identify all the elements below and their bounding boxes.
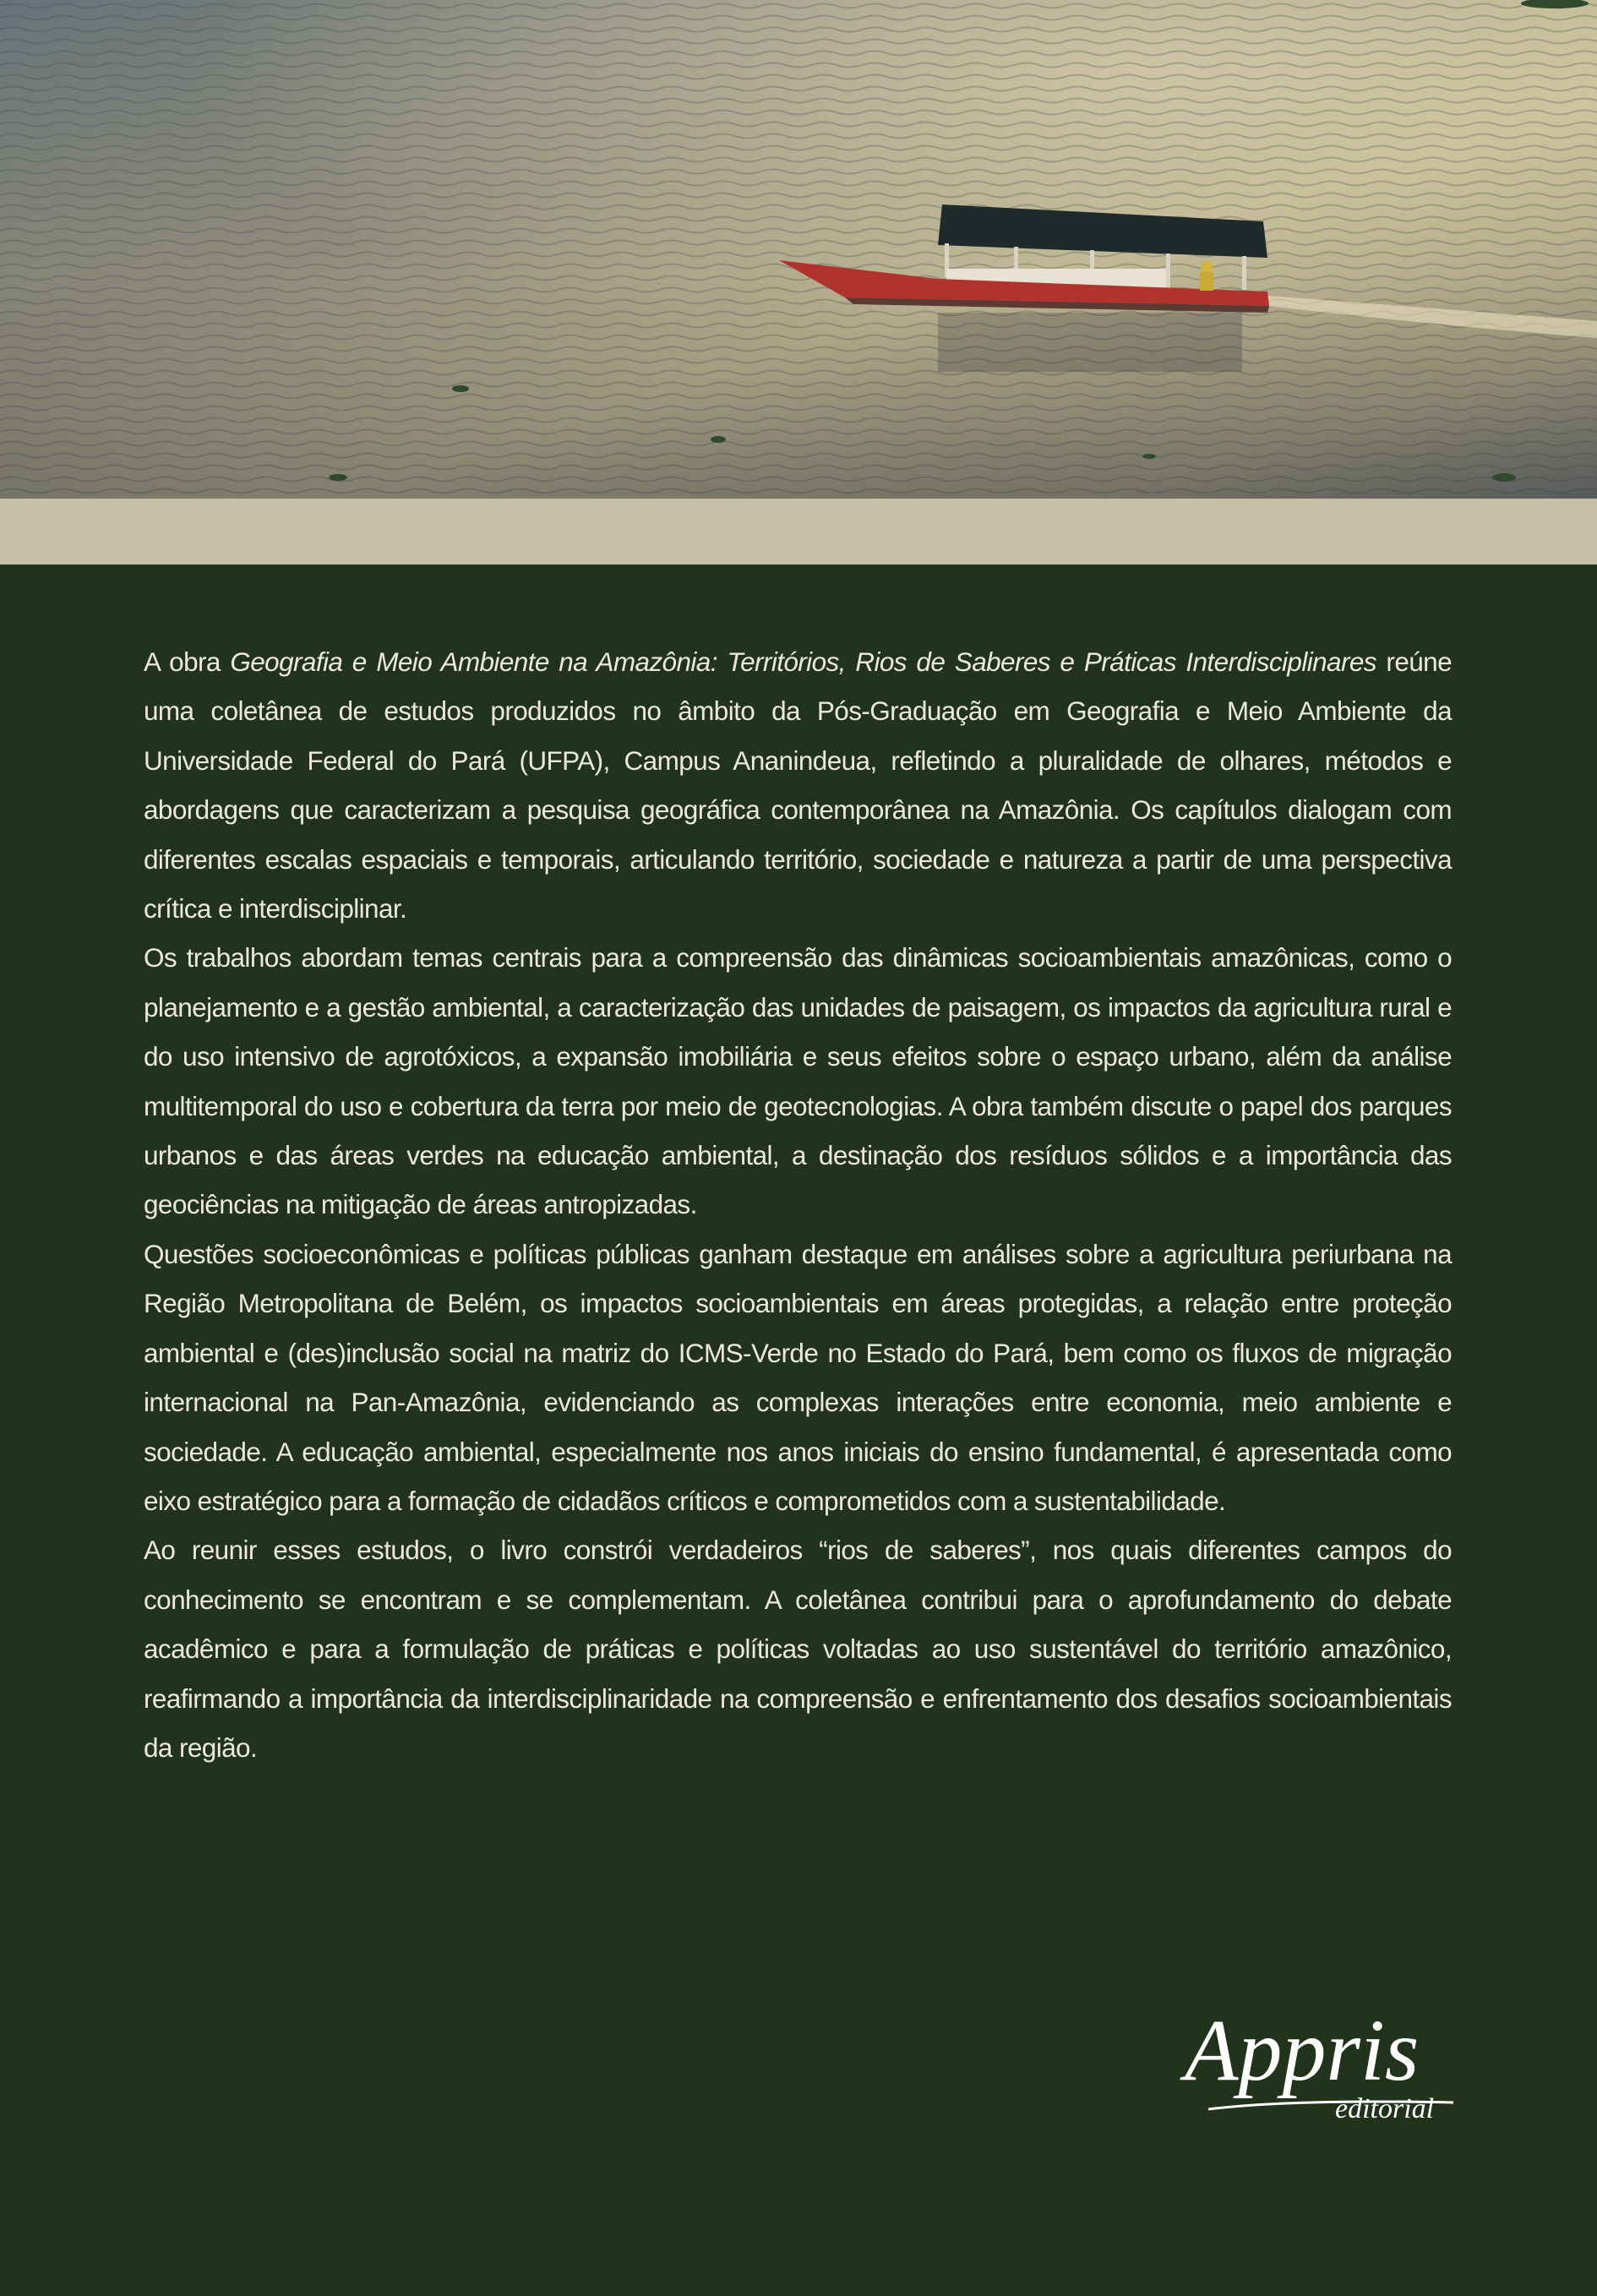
synopsis-paragraph-1: A obra Geografia e Meio Ambiente na Amazônia: Territórios, Rios de Saberes e Práticas Interdisciplinares reúne uma coletânea de estudos produzidos no âmbito da Pós-Graduação em Geografia e Meio Ambiente da Universidade Federal do Pará (UFPA), Campus Ananindeua, refletindo a pluralidade de olhares, métodos e abordagens que caracterizam a pesquisa geográfica contemporânea na Amazônia. Os capítulos dialogam com diferentes escalas espaciais e temporais, articulando território, sociedade e natureza a partir de uma perspectiva crítica e interdisciplinar. xyxy=(144,646,1453,924)
publisher-subtitle: editorial xyxy=(1335,2093,1435,2124)
river-boat-photo xyxy=(0,0,1597,499)
synopsis-paragraph-3: Questões socioeconômicas e políticas públicas ganham destaque em análises sobre a agricultura periurbana na Região Metropolitana de Belém, os impactos socioambientais em áreas protegidas, a relação entre proteção ambiental e (des)inclusão social na matriz do ICMS-Verde no Estado do Pará, bem como os fluxos de migração internacional na Pan-Amazônia, evidenciando as complexas interações entre economia, meio ambiente e sociedade. A educação ambiental, especialmente nos anos iniciais do ensino fundamental, é apresentada como eixo estratégico para a formação de cidadãos críticos e comprometidos com a sustentabilidade. xyxy=(144,1238,1452,1516)
book-title: Geografia e Meio Ambiente na Amazônia: Territórios, Rios de Saberes e Práticas Interdisciplinares xyxy=(230,646,1376,677)
publisher-logo xyxy=(1175,1991,1462,2126)
publisher-name: Appris xyxy=(1185,2002,1420,2099)
synopsis-paragraph-4: Ao reunir esses estudos, o livro constrói verdadeiros “rios de saberes”, nos quais diferentes campos do conhecimento se encontram e se complementam. A coletânea contribui para o aprofundamento do debate acadêmico e para a formulação de práticas e políticas voltadas ao uso sustentável do território amazônico, reafirmando a importância da interdisciplinaridade na compreensão e enfrentamento dos desafios socioambientais da região. xyxy=(144,1535,1452,1763)
tan-divider-band xyxy=(0,499,1597,564)
synopsis-paragraph-2: Os trabalhos abordam temas centrais para a compreensão das dinâmicas socioambientais amazônicas, como o planejamento e a gestão ambiental, a caracterização das unidades de paisagem, os impactos da agricultura rural e do uso intensivo de agrotóxicos, a expansão imobiliária e seus efeitos sobre o espaço urbano, além da análise multitemporal do uso e cobertura da terra por meio de geotecnologias. A obra também discute o papel dos parques urbanos e das áreas verdes na educação ambiental, a destinação dos resíduos sólidos e a importância das geociências na mitigação de áreas antropizadas. xyxy=(144,942,1452,1220)
synopsis xyxy=(144,637,1452,1772)
appris-logo-mark xyxy=(1175,1991,1462,2126)
cover-photo xyxy=(0,0,1597,499)
